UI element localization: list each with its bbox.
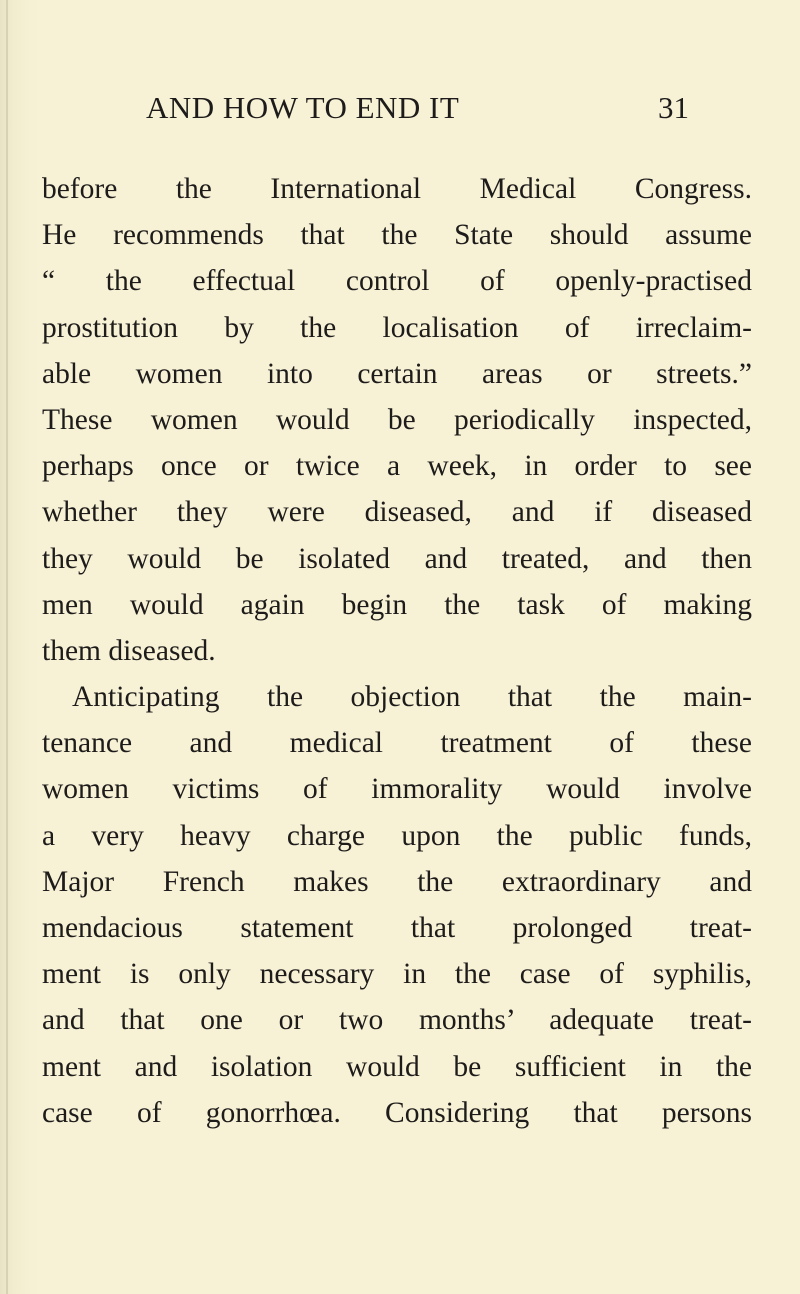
text-line: mendacious statement that prolonged treat- — [42, 912, 752, 944]
text-line: them diseased. — [42, 634, 216, 667]
text-line: women victims of immorality would involve — [42, 773, 752, 806]
text-line: and that one or two months’ adequate treat- — [42, 1004, 752, 1037]
text-line: He recommends that the State should assume — [42, 219, 752, 252]
text-line: before the International Medical Congress. — [42, 173, 752, 205]
text-line: “ the effectual control of openly-practised — [42, 265, 752, 298]
running-head — [0, 90, 800, 130]
running-head-title: AND HOW TO END IT — [146, 90, 460, 125]
text-line: tenance and medical treatment of these — [42, 727, 752, 760]
text-line: case of gonorrhœa. Considering that persons — [42, 1096, 752, 1129]
text-line: These women would be periodically inspected, — [42, 403, 752, 436]
text-line: able women into certain areas or streets.” — [42, 357, 752, 390]
text-line: they would be isolated and treated, and then — [42, 542, 752, 575]
text-line: ment is only necessary in the case of syphilis, — [42, 958, 752, 991]
page-number: 31 — [658, 90, 689, 125]
text-line: Major French makes the extraordinary and — [42, 865, 752, 898]
text-line: whether they were diseased, and if diseased — [42, 496, 752, 529]
text-line: men would again begin the task of making — [42, 588, 752, 621]
text-line: a very heavy charge upon the public funds, — [42, 819, 752, 852]
text-line: perhaps once or twice a week, in order to see — [42, 450, 752, 483]
page-gutter-edge — [6, 0, 8, 1294]
body-text — [42, 166, 752, 1136]
text-line-paragraph-start: Anticipating the objection that the main- — [72, 681, 752, 714]
text-line: ment and isolation would be sufficient in the — [42, 1050, 752, 1083]
text-line: prostitution by the localisation of irreclaim- — [42, 311, 752, 344]
